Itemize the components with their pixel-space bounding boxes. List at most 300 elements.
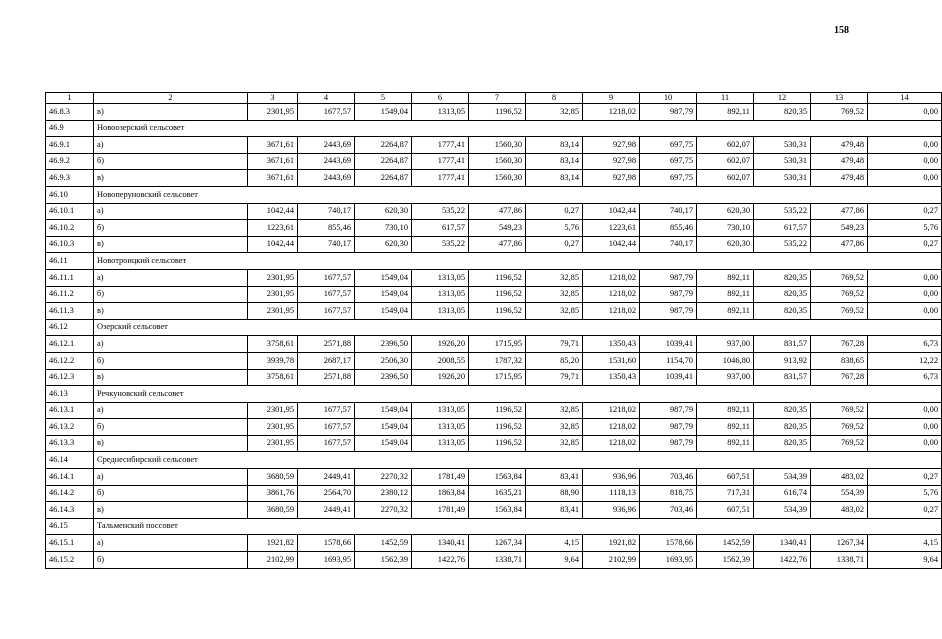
value-cell: 987,79 bbox=[640, 269, 697, 286]
value-cell: 1196,52 bbox=[469, 104, 526, 121]
value-cell: 2443,69 bbox=[298, 137, 355, 154]
section-title: Новоперуновский сельсовет bbox=[94, 186, 942, 203]
value-cell: 1863,84 bbox=[412, 485, 469, 502]
value-cell: 32,85 bbox=[526, 435, 583, 452]
value-cell: 479,48 bbox=[811, 137, 868, 154]
row-variant: а) bbox=[94, 336, 248, 353]
value-cell: 1562,39 bbox=[697, 552, 754, 569]
value-cell: 937,00 bbox=[697, 369, 754, 386]
row-code: 46.14.2 bbox=[46, 485, 94, 502]
value-cell: 2301,95 bbox=[248, 104, 298, 121]
value-cell: 769,52 bbox=[811, 104, 868, 121]
row-variant: а) bbox=[94, 402, 248, 419]
value-cell: 32,85 bbox=[526, 402, 583, 419]
value-cell: 892,11 bbox=[697, 402, 754, 419]
value-cell: 1921,82 bbox=[583, 535, 640, 552]
column-number-header: 7 bbox=[469, 93, 526, 104]
value-cell: 820,35 bbox=[754, 269, 811, 286]
value-cell: 1693,95 bbox=[298, 552, 355, 569]
value-cell: 1677,57 bbox=[298, 303, 355, 320]
value-cell: 1218,02 bbox=[583, 419, 640, 436]
value-cell: 620,30 bbox=[355, 236, 412, 253]
column-number-header: 4 bbox=[298, 93, 355, 104]
value-cell: 1549,04 bbox=[355, 104, 412, 121]
value-cell: 1196,52 bbox=[469, 419, 526, 436]
column-number-header: 13 bbox=[811, 93, 868, 104]
value-cell: 820,35 bbox=[754, 419, 811, 436]
table-row bbox=[46, 104, 942, 121]
value-cell: 697,75 bbox=[640, 170, 697, 187]
value-cell: 9,64 bbox=[868, 552, 942, 569]
row-code: 46.13.3 bbox=[46, 435, 94, 452]
row-code: 46.10.1 bbox=[46, 203, 94, 220]
value-cell: 83,41 bbox=[526, 502, 583, 519]
value-cell: 1196,52 bbox=[469, 303, 526, 320]
value-cell: 1578,66 bbox=[298, 535, 355, 552]
row-code: 46.11.2 bbox=[46, 286, 94, 303]
value-cell: 987,79 bbox=[640, 435, 697, 452]
value-cell: 987,79 bbox=[640, 303, 697, 320]
value-cell: 892,11 bbox=[697, 104, 754, 121]
row-code: 46.11.1 bbox=[46, 269, 94, 286]
table-row bbox=[46, 336, 942, 353]
section-title: Озерский сельсовет bbox=[94, 319, 942, 336]
value-cell: 820,35 bbox=[754, 435, 811, 452]
value-cell: 535,22 bbox=[754, 203, 811, 220]
value-cell: 769,52 bbox=[811, 402, 868, 419]
column-number-header: 10 bbox=[640, 93, 697, 104]
row-variant: б) bbox=[94, 552, 248, 569]
value-cell: 0,27 bbox=[526, 236, 583, 253]
value-cell: 549,23 bbox=[469, 220, 526, 237]
value-cell: 1452,59 bbox=[697, 535, 754, 552]
row-code: 46.12.1 bbox=[46, 336, 94, 353]
row-variant: а) bbox=[94, 469, 248, 486]
value-cell: 740,17 bbox=[640, 236, 697, 253]
value-cell: 831,57 bbox=[754, 369, 811, 386]
row-code: 46.15.2 bbox=[46, 552, 94, 569]
value-cell: 534,39 bbox=[754, 502, 811, 519]
value-cell: 602,07 bbox=[697, 153, 754, 170]
value-cell: 535,22 bbox=[412, 203, 469, 220]
value-cell: 703,46 bbox=[640, 502, 697, 519]
value-cell: 0,00 bbox=[868, 303, 942, 320]
value-cell: 1560,30 bbox=[469, 153, 526, 170]
value-cell: 697,75 bbox=[640, 137, 697, 154]
table-row bbox=[46, 286, 942, 303]
data-table bbox=[45, 92, 942, 569]
value-cell: 831,57 bbox=[754, 336, 811, 353]
table-row bbox=[46, 236, 942, 253]
value-cell: 927,98 bbox=[583, 153, 640, 170]
row-variant: в) bbox=[94, 303, 248, 320]
value-cell: 987,79 bbox=[640, 104, 697, 121]
table-row bbox=[46, 303, 942, 320]
value-cell: 530,31 bbox=[754, 137, 811, 154]
value-cell: 769,52 bbox=[811, 269, 868, 286]
value-cell: 2008,55 bbox=[412, 352, 469, 369]
value-cell: 12,22 bbox=[868, 352, 942, 369]
value-cell: 1313,05 bbox=[412, 402, 469, 419]
value-cell: 1563,84 bbox=[469, 469, 526, 486]
value-cell: 1338,71 bbox=[469, 552, 526, 569]
value-cell: 1549,04 bbox=[355, 286, 412, 303]
value-cell: 987,79 bbox=[640, 286, 697, 303]
value-cell: 6,73 bbox=[868, 336, 942, 353]
value-cell: 1313,05 bbox=[412, 303, 469, 320]
value-cell: 3939,78 bbox=[248, 352, 298, 369]
value-cell: 1926,20 bbox=[412, 369, 469, 386]
value-cell: 607,51 bbox=[697, 502, 754, 519]
value-cell: 620,30 bbox=[697, 236, 754, 253]
row-variant: в) bbox=[94, 104, 248, 121]
value-cell: 2571,88 bbox=[298, 336, 355, 353]
column-number-header: 1 bbox=[46, 93, 94, 104]
value-cell: 32,85 bbox=[526, 104, 583, 121]
value-cell: 1340,41 bbox=[412, 535, 469, 552]
value-cell: 4,15 bbox=[526, 535, 583, 552]
section-row bbox=[46, 120, 942, 137]
value-cell: 2443,69 bbox=[298, 153, 355, 170]
value-cell: 1223,61 bbox=[583, 220, 640, 237]
value-cell: 892,11 bbox=[697, 269, 754, 286]
row-code: 46.13.2 bbox=[46, 419, 94, 436]
row-code: 46.13 bbox=[46, 386, 94, 403]
value-cell: 1635,21 bbox=[469, 485, 526, 502]
section-row bbox=[46, 452, 942, 469]
value-cell: 617,57 bbox=[412, 220, 469, 237]
table-row bbox=[46, 137, 942, 154]
value-cell: 1042,44 bbox=[248, 203, 298, 220]
value-cell: 0,00 bbox=[868, 170, 942, 187]
row-code: 46.15.1 bbox=[46, 535, 94, 552]
value-cell: 717,31 bbox=[697, 485, 754, 502]
value-cell: 1340,41 bbox=[754, 535, 811, 552]
value-cell: 4,15 bbox=[868, 535, 942, 552]
value-cell: 32,85 bbox=[526, 286, 583, 303]
value-cell: 483,02 bbox=[811, 469, 868, 486]
value-cell: 2301,95 bbox=[248, 402, 298, 419]
value-cell: 1154,70 bbox=[640, 352, 697, 369]
value-cell: 1452,59 bbox=[355, 535, 412, 552]
value-cell: 1313,05 bbox=[412, 419, 469, 436]
value-cell: 927,98 bbox=[583, 170, 640, 187]
value-cell: 0,27 bbox=[868, 469, 942, 486]
value-cell: 767,28 bbox=[811, 336, 868, 353]
value-cell: 1196,52 bbox=[469, 435, 526, 452]
value-cell: 2571,88 bbox=[298, 369, 355, 386]
value-cell: 1218,02 bbox=[583, 104, 640, 121]
value-cell: 2264,87 bbox=[355, 170, 412, 187]
value-cell: 1549,04 bbox=[355, 402, 412, 419]
value-cell: 0,27 bbox=[526, 203, 583, 220]
value-cell: 2506,30 bbox=[355, 352, 412, 369]
value-cell: 936,96 bbox=[583, 469, 640, 486]
row-variant: б) bbox=[94, 220, 248, 237]
value-cell: 2301,95 bbox=[248, 419, 298, 436]
value-cell: 5,76 bbox=[868, 485, 942, 502]
value-cell: 1196,52 bbox=[469, 286, 526, 303]
value-cell: 1549,04 bbox=[355, 269, 412, 286]
value-cell: 1693,95 bbox=[640, 552, 697, 569]
value-cell: 730,10 bbox=[355, 220, 412, 237]
value-cell: 987,79 bbox=[640, 402, 697, 419]
column-number-header: 5 bbox=[355, 93, 412, 104]
row-variant: б) bbox=[94, 485, 248, 502]
value-cell: 3680,59 bbox=[248, 502, 298, 519]
value-cell: 1562,39 bbox=[355, 552, 412, 569]
value-cell: 83,14 bbox=[526, 153, 583, 170]
value-cell: 477,86 bbox=[811, 203, 868, 220]
value-cell: 740,17 bbox=[640, 203, 697, 220]
value-cell: 2380,12 bbox=[355, 485, 412, 502]
row-code: 46.15 bbox=[46, 518, 94, 535]
value-cell: 2301,95 bbox=[248, 269, 298, 286]
value-cell: 838,65 bbox=[811, 352, 868, 369]
row-code: 46.14 bbox=[46, 452, 94, 469]
value-cell: 0,00 bbox=[868, 419, 942, 436]
value-cell: 1549,04 bbox=[355, 419, 412, 436]
row-code: 46.9 bbox=[46, 120, 94, 137]
value-cell: 769,52 bbox=[811, 303, 868, 320]
row-code: 46.10.2 bbox=[46, 220, 94, 237]
value-cell: 2443,69 bbox=[298, 170, 355, 187]
section-row bbox=[46, 386, 942, 403]
value-cell: 0,00 bbox=[868, 286, 942, 303]
value-cell: 32,85 bbox=[526, 419, 583, 436]
row-variant: в) bbox=[94, 369, 248, 386]
value-cell: 554,39 bbox=[811, 485, 868, 502]
table-row bbox=[46, 153, 942, 170]
row-code: 46.10.3 bbox=[46, 236, 94, 253]
value-cell: 1196,52 bbox=[469, 402, 526, 419]
value-cell: 535,22 bbox=[412, 236, 469, 253]
value-cell: 2301,95 bbox=[248, 303, 298, 320]
value-cell: 769,52 bbox=[811, 286, 868, 303]
value-cell: 620,30 bbox=[355, 203, 412, 220]
table-row bbox=[46, 552, 942, 569]
column-number-header: 2 bbox=[94, 93, 248, 104]
value-cell: 2449,41 bbox=[298, 502, 355, 519]
value-cell: 1777,41 bbox=[412, 170, 469, 187]
value-cell: 1042,44 bbox=[248, 236, 298, 253]
value-cell: 79,71 bbox=[526, 336, 583, 353]
row-variant: в) bbox=[94, 236, 248, 253]
row-code: 46.9.2 bbox=[46, 153, 94, 170]
value-cell: 85,20 bbox=[526, 352, 583, 369]
value-cell: 855,46 bbox=[298, 220, 355, 237]
value-cell: 1560,30 bbox=[469, 170, 526, 187]
value-cell: 1118,13 bbox=[583, 485, 640, 502]
value-cell: 477,86 bbox=[469, 236, 526, 253]
value-cell: 1267,34 bbox=[811, 535, 868, 552]
value-cell: 616,74 bbox=[754, 485, 811, 502]
table-row bbox=[46, 502, 942, 519]
value-cell: 0,00 bbox=[868, 153, 942, 170]
value-cell: 6,73 bbox=[868, 369, 942, 386]
value-cell: 3680,59 bbox=[248, 469, 298, 486]
value-cell: 1039,41 bbox=[640, 369, 697, 386]
value-cell: 1350,43 bbox=[583, 369, 640, 386]
column-number-header: 8 bbox=[526, 93, 583, 104]
value-cell: 987,79 bbox=[640, 419, 697, 436]
value-cell: 1338,71 bbox=[811, 552, 868, 569]
table-row bbox=[46, 369, 942, 386]
value-cell: 1677,57 bbox=[298, 286, 355, 303]
value-cell: 0,27 bbox=[868, 502, 942, 519]
value-cell: 703,46 bbox=[640, 469, 697, 486]
value-cell: 767,28 bbox=[811, 369, 868, 386]
table-header-row bbox=[46, 93, 942, 104]
value-cell: 1422,76 bbox=[412, 552, 469, 569]
row-variant: а) bbox=[94, 137, 248, 154]
value-cell: 1313,05 bbox=[412, 286, 469, 303]
value-cell: 0,00 bbox=[868, 402, 942, 419]
value-cell: 477,86 bbox=[811, 236, 868, 253]
value-cell: 820,35 bbox=[754, 303, 811, 320]
value-cell: 1046,80 bbox=[697, 352, 754, 369]
section-title: Тальменский поссовет bbox=[94, 518, 942, 535]
value-cell: 855,46 bbox=[640, 220, 697, 237]
section-row bbox=[46, 319, 942, 336]
column-number-header: 9 bbox=[583, 93, 640, 104]
value-cell: 607,51 bbox=[697, 469, 754, 486]
page-number: 158 bbox=[834, 25, 849, 36]
row-variant: б) bbox=[94, 419, 248, 436]
row-code: 46.14.3 bbox=[46, 502, 94, 519]
column-number-header: 3 bbox=[248, 93, 298, 104]
value-cell: 483,02 bbox=[811, 502, 868, 519]
table-row bbox=[46, 352, 942, 369]
value-cell: 1042,44 bbox=[583, 236, 640, 253]
section-row bbox=[46, 518, 942, 535]
value-cell: 1926,20 bbox=[412, 336, 469, 353]
row-code: 46.12.2 bbox=[46, 352, 94, 369]
value-cell: 535,22 bbox=[754, 236, 811, 253]
table-row bbox=[46, 469, 942, 486]
value-cell: 1777,41 bbox=[412, 137, 469, 154]
value-cell: 602,07 bbox=[697, 137, 754, 154]
column-number-header: 12 bbox=[754, 93, 811, 104]
row-variant: б) bbox=[94, 286, 248, 303]
value-cell: 913,92 bbox=[754, 352, 811, 369]
row-code: 46.8.3 bbox=[46, 104, 94, 121]
value-cell: 2270,32 bbox=[355, 469, 412, 486]
section-row bbox=[46, 253, 942, 270]
value-cell: 1677,57 bbox=[298, 435, 355, 452]
table-row bbox=[46, 402, 942, 419]
value-cell: 818,75 bbox=[640, 485, 697, 502]
row-code: 46.12 bbox=[46, 319, 94, 336]
value-cell: 1578,66 bbox=[640, 535, 697, 552]
value-cell: 2264,87 bbox=[355, 153, 412, 170]
table-row bbox=[46, 269, 942, 286]
table-row bbox=[46, 220, 942, 237]
value-cell: 0,27 bbox=[868, 236, 942, 253]
value-cell: 937,00 bbox=[697, 336, 754, 353]
table-row bbox=[46, 203, 942, 220]
value-cell: 3671,61 bbox=[248, 137, 298, 154]
value-cell: 1313,05 bbox=[412, 269, 469, 286]
value-cell: 32,85 bbox=[526, 269, 583, 286]
table-row bbox=[46, 170, 942, 187]
value-cell: 1787,32 bbox=[469, 352, 526, 369]
value-cell: 1781,49 bbox=[412, 502, 469, 519]
section-row bbox=[46, 186, 942, 203]
value-cell: 2396,50 bbox=[355, 369, 412, 386]
row-variant: в) bbox=[94, 435, 248, 452]
table-row bbox=[46, 419, 942, 436]
value-cell: 549,23 bbox=[811, 220, 868, 237]
table-row bbox=[46, 535, 942, 552]
value-cell: 1921,82 bbox=[248, 535, 298, 552]
value-cell: 0,00 bbox=[868, 269, 942, 286]
value-cell: 1218,02 bbox=[583, 303, 640, 320]
value-cell: 79,71 bbox=[526, 369, 583, 386]
value-cell: 1715,95 bbox=[469, 369, 526, 386]
value-cell: 617,57 bbox=[754, 220, 811, 237]
section-title: Среднесибирский сельсовет bbox=[94, 452, 942, 469]
value-cell: 820,35 bbox=[754, 402, 811, 419]
value-cell: 697,75 bbox=[640, 153, 697, 170]
value-cell: 1777,41 bbox=[412, 153, 469, 170]
value-cell: 2264,87 bbox=[355, 137, 412, 154]
value-cell: 602,07 bbox=[697, 170, 754, 187]
value-cell: 3671,61 bbox=[248, 153, 298, 170]
value-cell: 620,30 bbox=[697, 203, 754, 220]
value-cell: 530,31 bbox=[754, 153, 811, 170]
value-cell: 1549,04 bbox=[355, 303, 412, 320]
value-cell: 477,86 bbox=[469, 203, 526, 220]
value-cell: 1560,30 bbox=[469, 137, 526, 154]
value-cell: 3671,61 bbox=[248, 170, 298, 187]
value-cell: 1677,57 bbox=[298, 269, 355, 286]
value-cell: 1422,76 bbox=[754, 552, 811, 569]
value-cell: 2270,32 bbox=[355, 502, 412, 519]
row-code: 46.11.3 bbox=[46, 303, 94, 320]
table-row bbox=[46, 485, 942, 502]
value-cell: 534,39 bbox=[754, 469, 811, 486]
value-cell: 0,00 bbox=[868, 137, 942, 154]
value-cell: 1313,05 bbox=[412, 435, 469, 452]
row-code: 46.10 bbox=[46, 186, 94, 203]
row-variant: в) bbox=[94, 170, 248, 187]
value-cell: 1218,02 bbox=[583, 435, 640, 452]
value-cell: 1223,61 bbox=[248, 220, 298, 237]
value-cell: 1218,02 bbox=[583, 269, 640, 286]
value-cell: 5,76 bbox=[526, 220, 583, 237]
value-cell: 83,41 bbox=[526, 469, 583, 486]
column-number-header: 14 bbox=[868, 93, 942, 104]
value-cell: 2301,95 bbox=[248, 435, 298, 452]
value-cell: 927,98 bbox=[583, 137, 640, 154]
value-cell: 1781,49 bbox=[412, 469, 469, 486]
value-cell: 0,27 bbox=[868, 203, 942, 220]
value-cell: 2687,17 bbox=[298, 352, 355, 369]
value-cell: 769,52 bbox=[811, 419, 868, 436]
value-cell: 1267,34 bbox=[469, 535, 526, 552]
row-variant: б) bbox=[94, 352, 248, 369]
value-cell: 1039,41 bbox=[640, 336, 697, 353]
value-cell: 1677,57 bbox=[298, 419, 355, 436]
value-cell: 820,35 bbox=[754, 286, 811, 303]
value-cell: 1218,02 bbox=[583, 402, 640, 419]
value-cell: 32,85 bbox=[526, 303, 583, 320]
value-cell: 0,00 bbox=[868, 104, 942, 121]
row-code: 46.9.3 bbox=[46, 170, 94, 187]
row-variant: а) bbox=[94, 269, 248, 286]
value-cell: 1563,84 bbox=[469, 502, 526, 519]
